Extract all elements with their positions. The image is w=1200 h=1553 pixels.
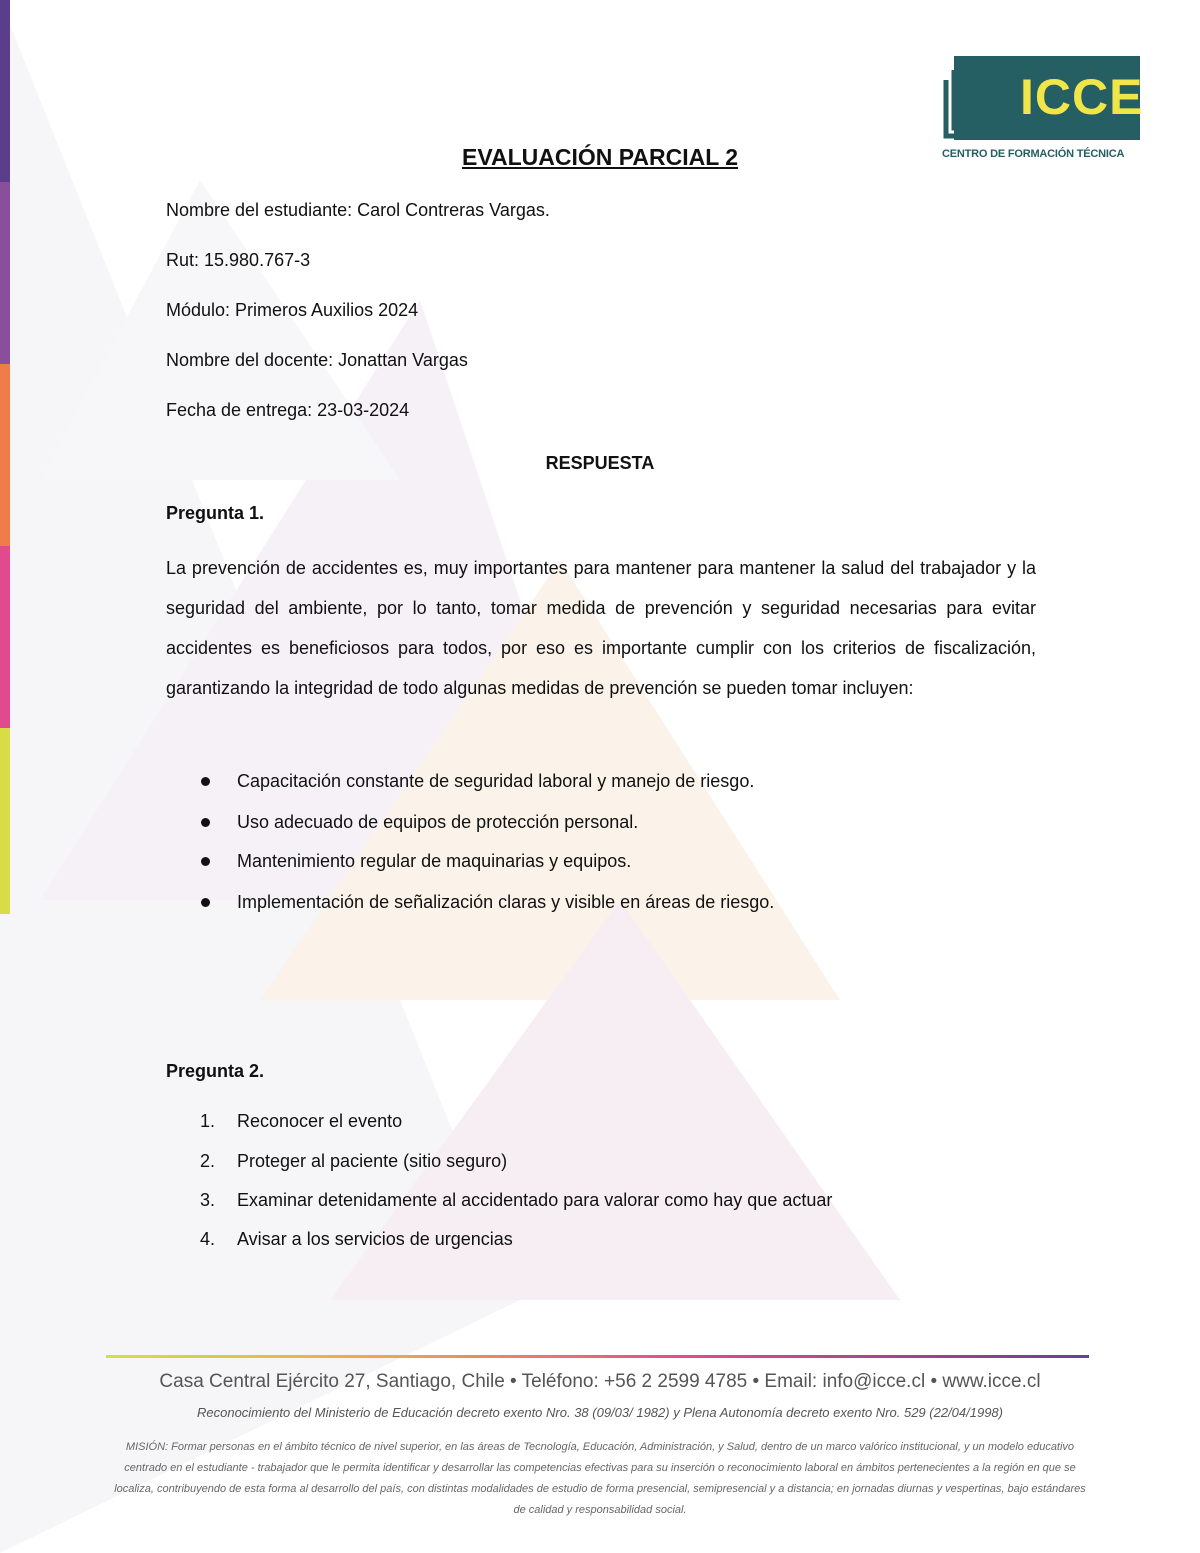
list-item: Avisar a los servicios de urgencias bbox=[237, 1229, 513, 1249]
delivery-date: Fecha de entrega: 23-03-2024 bbox=[166, 400, 410, 420]
list-item: Uso adecuado de equipos de protección personal. bbox=[237, 812, 639, 832]
question-1-paragraph: La prevención de accidentes es, muy importantes para mantener para mantener la salud del trabajador y la seguridad del ambiente, por lo tanto, tomar medida de prevención y seguridad necesarias para evitar accidentes es beneficiosos para todos, por eso es importante cumplir con los criterios de fiscalización, garantizando la integridad de todo algunas medidas de prevención se pueden tomar incluyen: bbox=[166, 558, 1036, 698]
list-item: Examinar detenidamente al accidentado para valorar como hay que actuar bbox=[237, 1190, 833, 1210]
module-name: Módulo: Primeros Auxilios 2024 bbox=[166, 300, 419, 320]
section-heading: RESPUESTA bbox=[545, 453, 655, 473]
document-title: EVALUACIÓN PARCIAL 2 bbox=[461, 144, 739, 170]
bullet-icon bbox=[201, 857, 210, 866]
bullet-icon bbox=[201, 898, 210, 907]
step-number: 1. bbox=[200, 1111, 216, 1131]
logo-text: ICCE bbox=[1020, 69, 1144, 125]
list-item: Proteger al paciente (sitio seguro) bbox=[237, 1151, 508, 1171]
list-item: Implementación de señalización claras y visible en áreas de riesgo. bbox=[237, 892, 775, 912]
bullet-icon bbox=[201, 818, 210, 827]
list-item: Capacitación constante de seguridad laboral y manejo de riesgo. bbox=[237, 771, 755, 791]
list-item: Reconocer el evento bbox=[237, 1111, 403, 1131]
footer-recognition: Reconocimiento del Ministerio de Educación decreto exento Nro. 38 (09/03/ 1982) y Plena Autonomía decreto exento Nro. 529 (22/04/1998) bbox=[196, 1405, 1003, 1420]
logo-tagline: CENTRO DE FORMACIÓN TÉCNICA bbox=[942, 148, 1125, 160]
step-number: 2. bbox=[200, 1151, 216, 1171]
list-item: Mantenimiento regular de maquinarias y equipos. bbox=[237, 851, 632, 871]
student-rut: Rut: 15.980.767-3 bbox=[166, 250, 311, 270]
teacher-name: Nombre del docente: Jonattan Vargas bbox=[166, 350, 468, 370]
student-name: Nombre del estudiante: Carol Contreras Vargas. bbox=[166, 200, 550, 220]
step-number: 4. bbox=[200, 1229, 216, 1249]
bullet-icon bbox=[201, 777, 210, 786]
question-2-title: Pregunta 2. bbox=[166, 1061, 265, 1081]
footer-divider bbox=[106, 1355, 1089, 1358]
question-1-title: Pregunta 1. bbox=[166, 503, 265, 523]
footer-address: Casa Central Ejército 27, Santiago, Chile • Teléfono: +56 2 2599 4785 • Email: info@icce.cl • www.icce.cl bbox=[159, 1371, 1041, 1392]
step-number: 3. bbox=[200, 1190, 216, 1210]
footer-mission: MISIÓN: Formar personas en el ámbito técnico de nivel superior, en las áreas de Tecnología, Educación, Administración, y Salud, dentro de un marco valórico institucional, y un modelo educativo centrado en el estudiante - trabajador que le permita identificar y desarrollar las competencias efectivas para su inserción o reconocimiento laboral en ámbitos pertenecientes a la región en que se localiza, contribuyendo de esta forma al desarrollo del país, con distintas modalidades de estudio de forma presencial, semipresencial y a distancia; en jornadas diurnas y vespertinas, bajo estándares de calidad y responsabilidad social. bbox=[114, 1441, 1086, 1516]
